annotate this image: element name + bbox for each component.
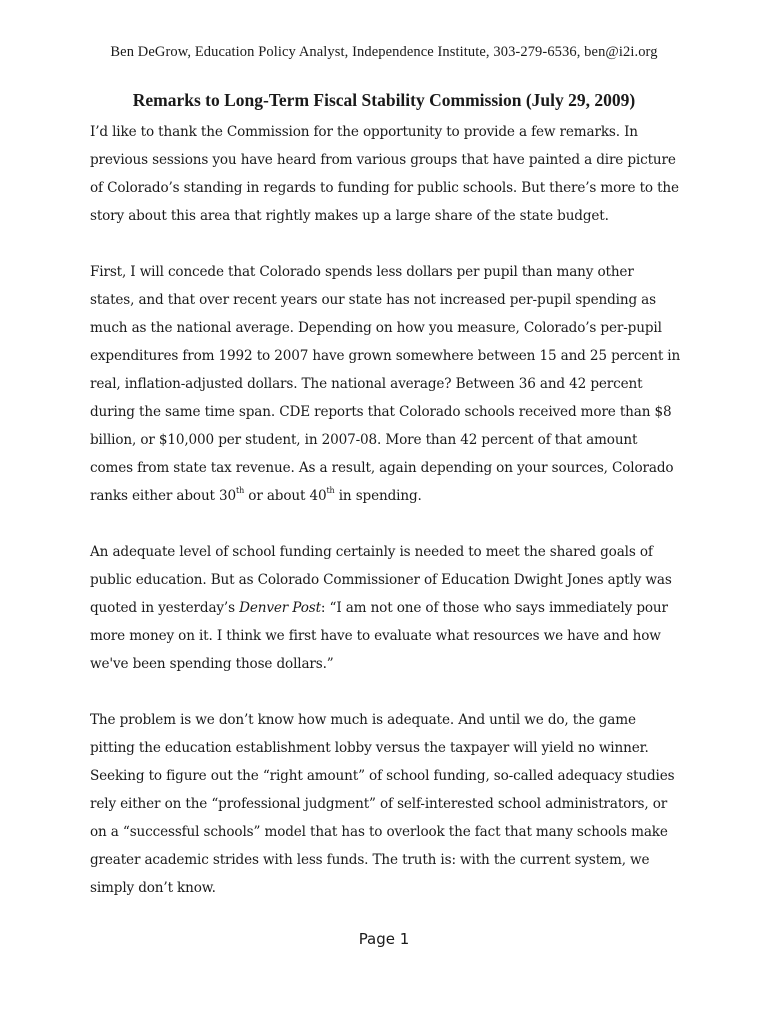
newspaper-name: Denver Post — [239, 600, 321, 616]
paragraph-3-part-b: : “I am not one of those who says immediately pour more money on it. I think we first have to evaluate what resources we have and how we've been spending those dollars.” — [90, 600, 668, 672]
paragraph-3-part-a: An adequate level of school funding certainly is needed to meet the shared goals of public education. But as Colorado Commissioner of Education Dwight Jones aptly was quoted in yesterday’s — [90, 544, 672, 616]
paragraph-2-mid: or about 40 — [244, 488, 327, 504]
superscript-th-2: th — [326, 486, 335, 496]
paragraph-3 — [90, 538, 682, 678]
paragraph-1: I’d like to thank the Commission for the opportunity to provide a few remarks. In previous sessions you have heard from various groups that have painted a dire picture of Colorado’s standing in regards to funding for public schools. But there’s more to the story about this area that rightly makes up a large share of the state budget. — [90, 124, 679, 224]
page-number: Page 1 — [358, 930, 410, 948]
author-header: Ben DeGrow, Education Policy Analyst, Independence Institute, 303-279-6536, ben@i2i.org — [110, 44, 658, 60]
document-body — [90, 118, 682, 930]
superscript-th-1: th — [236, 486, 245, 496]
paragraph-2-main: First, I will concede that Colorado spends less dollars per pupil than many other states, and that over recent years our state has not increased per-pupil spending as much as the national average. Depending on how you measure, Colorado’s per-pupil expenditures from 1992 to 2007 have grown somewhere between 15 and 25 percent in real, inflation-adjusted dollars. The national average? Between 36 and 42 percent during the same time span. CDE reports that Colorado schools received more than $8 billion, or $10,000 per student, in 2007-08. More than 42 percent of that amount comes from state tax revenue. As a result, again depending on your sources, Colorado ranks either about 30 — [90, 264, 681, 504]
paragraph-2 — [90, 258, 682, 510]
document-title: Remarks to Long-Term Fiscal Stability Commission (July 29, 2009) — [132, 90, 636, 110]
paragraph-4: The problem is we don’t know how much is adequate. And until we do, the game pitting the education establishment lobby versus the taxpayer will yield no winner. Seeking to figure out the “right amount” of school funding, so-called adequacy studies rely either on the “professional judgment” of self-interested school administrators, or on a “successful schools” model that has to overlook the fact that many schools make greater academic strides with less funds. The truth is: with the current system, we simply don’t know. — [90, 712, 675, 896]
paragraph-2-end: in spending. — [334, 488, 422, 504]
